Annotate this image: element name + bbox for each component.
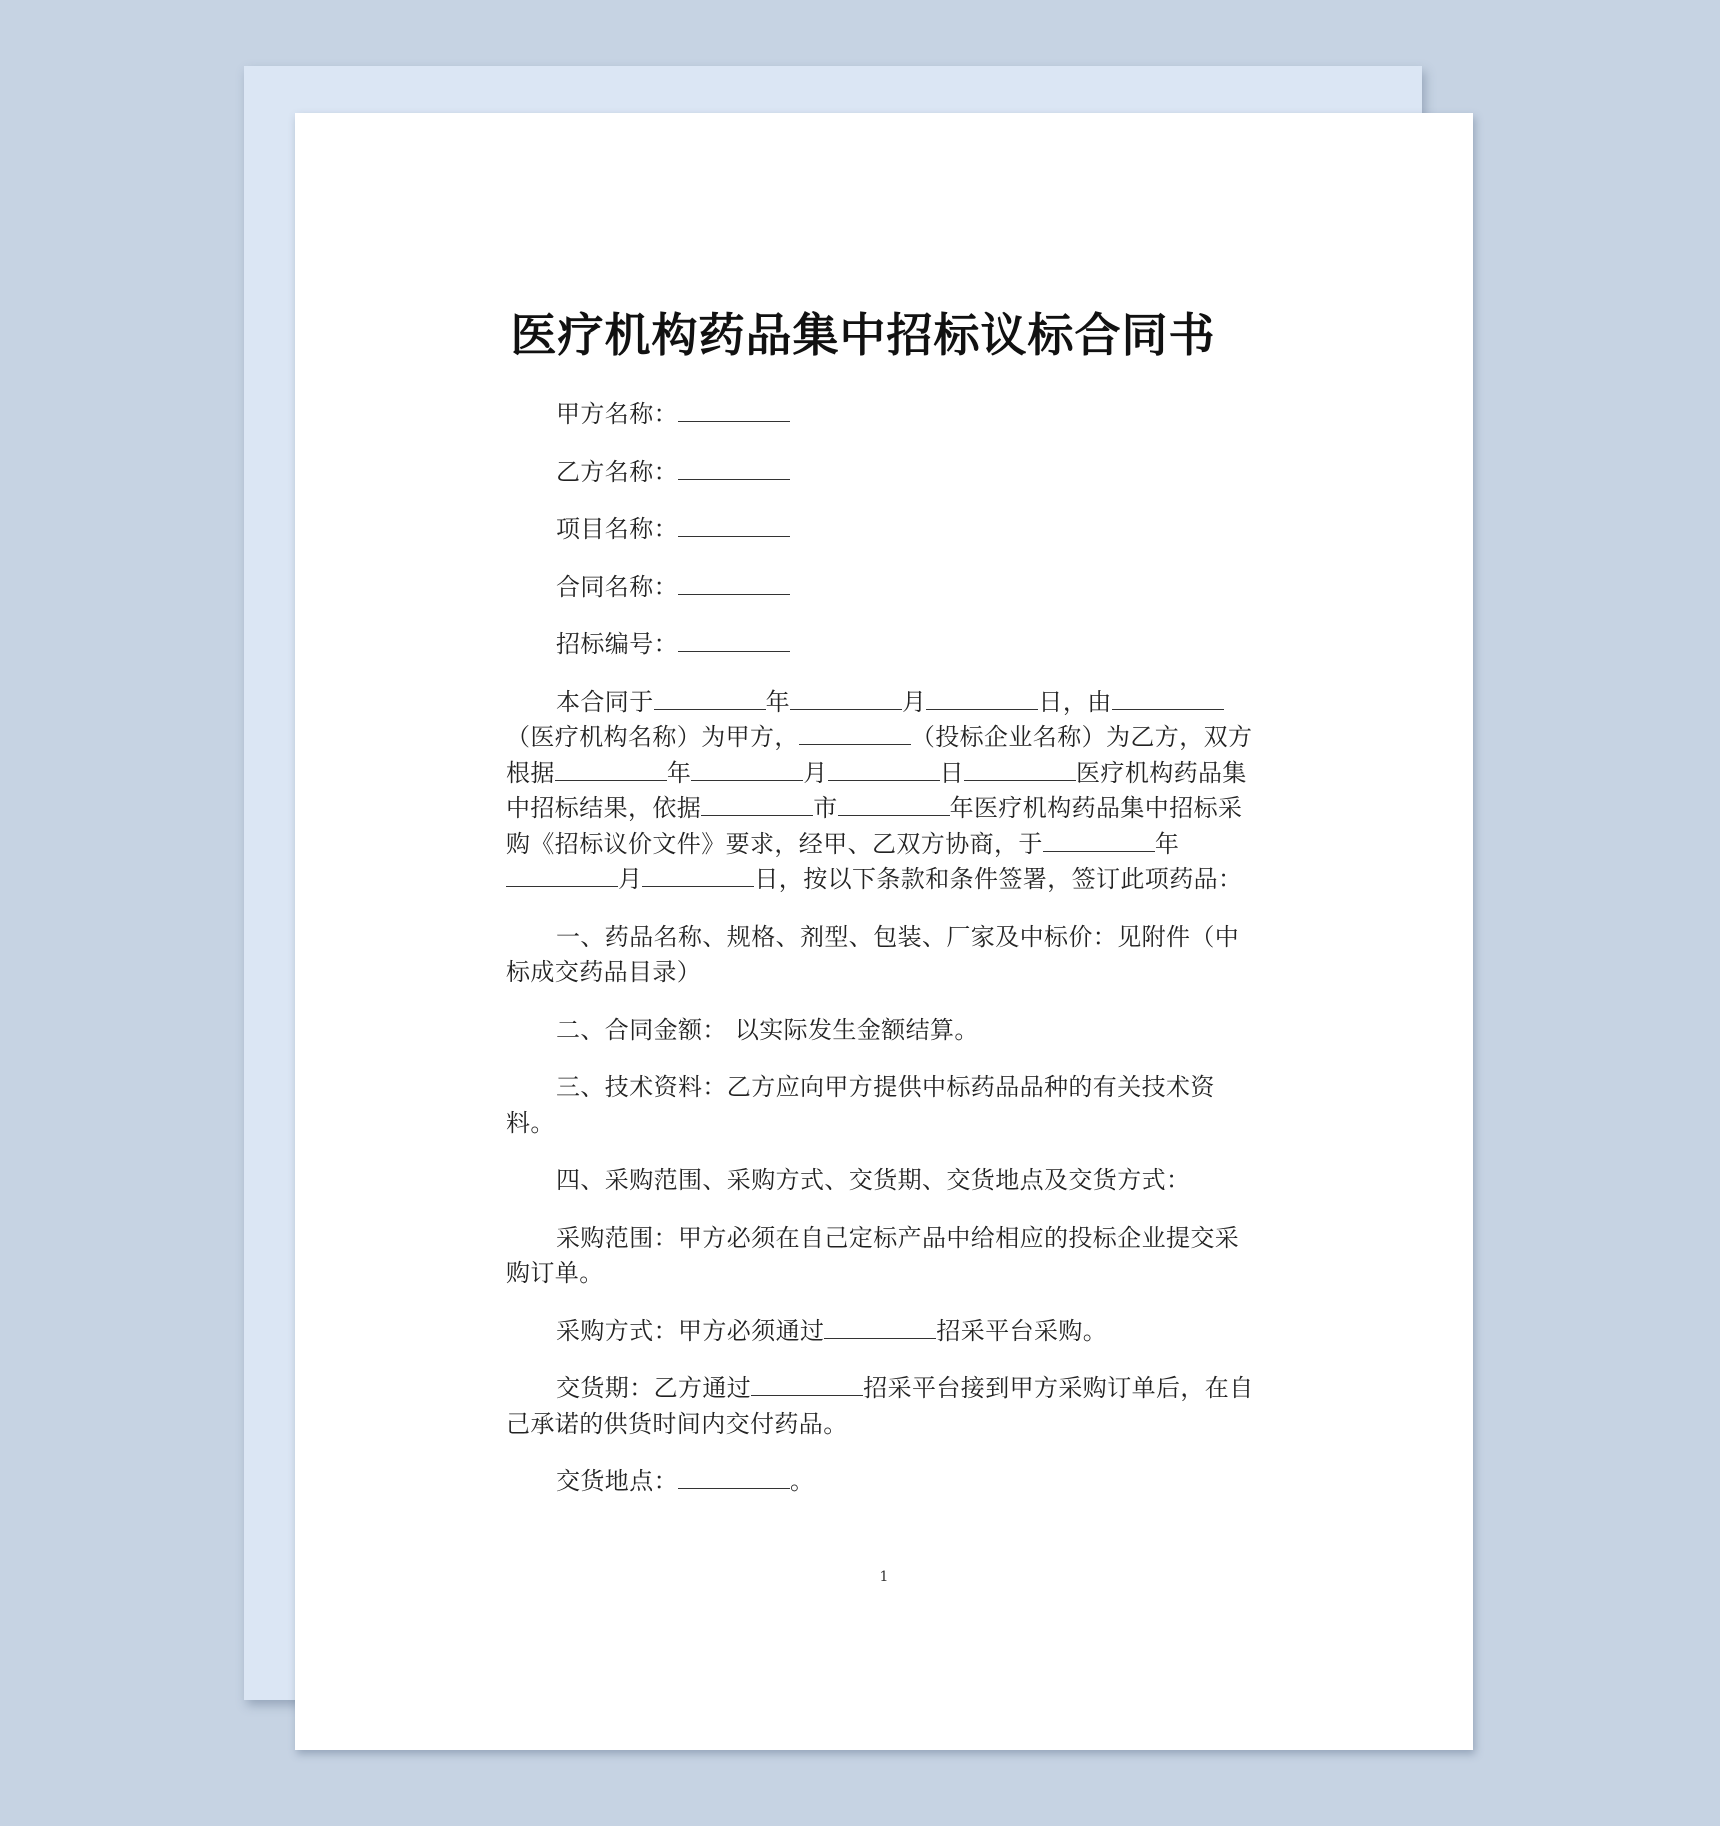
fill-blank [678,518,790,537]
delivery-place-text: 。 [790,1467,815,1495]
fill-blank [654,691,766,710]
intro-text: 日，由 [1038,687,1112,716]
fill-blank [790,691,902,710]
fill-blank [642,868,754,887]
clause-2: 二、合同金额： 以实际发生金额结算。 [556,1015,979,1044]
field-label: 合同名称： [556,572,678,601]
fill-blank [506,868,618,887]
intro-paragraph [506,685,1256,898]
intro-text: 本合同于 [556,687,654,716]
intro-text: 月 [618,865,643,893]
document-body [506,397,1256,1522]
intro-text: 医疗机构药品集中招标结果，依据 [506,758,1247,822]
field-label: 项目名称： [556,515,678,543]
fill-blank [678,1470,790,1489]
procurement-scope: 采购范围：甲方必须在自己定标产品中给相应的投标企业提交采购订单。 [506,1223,1240,1287]
fill-blank [1112,691,1224,710]
fill-blank [838,797,950,816]
intro-text: 月 [902,687,927,716]
field-party-b [506,455,1256,491]
field-tender-number [506,627,1256,663]
intro-text: （投标企业名称）为乙方，双方根据 [506,723,1253,787]
intro-text: 月 [803,758,828,787]
page-number: 1 [879,1569,889,1585]
intro-text: 日 [939,758,965,787]
delivery-period [506,1371,1256,1442]
field-label: 乙方名称： [556,457,678,486]
clause-4: 四、采购范围、采购方式、交货期、交货地点及交货方式： [556,1166,1191,1194]
fill-blank [678,633,790,652]
intro-text: （医疗机构名称）为甲方， [506,723,799,751]
field-label: 甲方名称： [556,400,678,428]
fill-blank [926,691,1038,710]
delivery-place-text: 交货地点： [556,1467,678,1495]
document-page [295,113,1473,1750]
fill-blank [964,762,1076,781]
field-project-name [506,512,1256,548]
field-party-a [506,397,1256,433]
clause-3: 三、技术资料：乙方应向甲方提供中标药品品种的有关技术资料。 [506,1073,1215,1137]
fill-blank [691,762,803,781]
fill-blank [555,762,667,781]
procurement-method [506,1314,1256,1350]
method-text: 采购方式：甲方必须通过 [556,1316,825,1345]
fill-blank [678,576,790,595]
intro-text: 年医疗机构药品集中招标采购《招标议价文件》要求，经甲、乙双方协商，于 [506,794,1243,858]
intro-text: 年 [765,687,791,716]
field-contract-name [506,570,1256,606]
document-title: 医疗机构药品集中招标议标合同书 [510,308,1216,362]
intro-text: 市 [813,794,838,822]
method-text: 招采平台采购。 [936,1316,1108,1345]
delivery-period-text: 交货期：乙方通过 [556,1374,752,1402]
clause-1: 一、药品名称、规格、剂型、包装、厂家及中标价：见附件（中标成交药品目录） [506,922,1240,986]
delivery-period-text: 招采平台接到甲方采购订单后，在自己承诺的供货时间内交付药品。 [506,1374,1254,1438]
fill-blank [1043,833,1155,852]
intro-text: 日，按以下条款和条件签署，签订此项药品： [754,865,1243,893]
fill-blank [799,726,911,745]
delivery-place [506,1464,1256,1500]
fill-blank [678,461,790,480]
field-label: 招标编号： [556,630,678,658]
fill-blank [678,403,790,422]
fill-blank [824,1320,936,1339]
fill-blank [751,1377,863,1396]
intro-text: 年 [666,758,692,787]
fill-blank [828,762,940,781]
intro-text: 年 [1154,829,1180,858]
fill-blank [701,797,813,816]
